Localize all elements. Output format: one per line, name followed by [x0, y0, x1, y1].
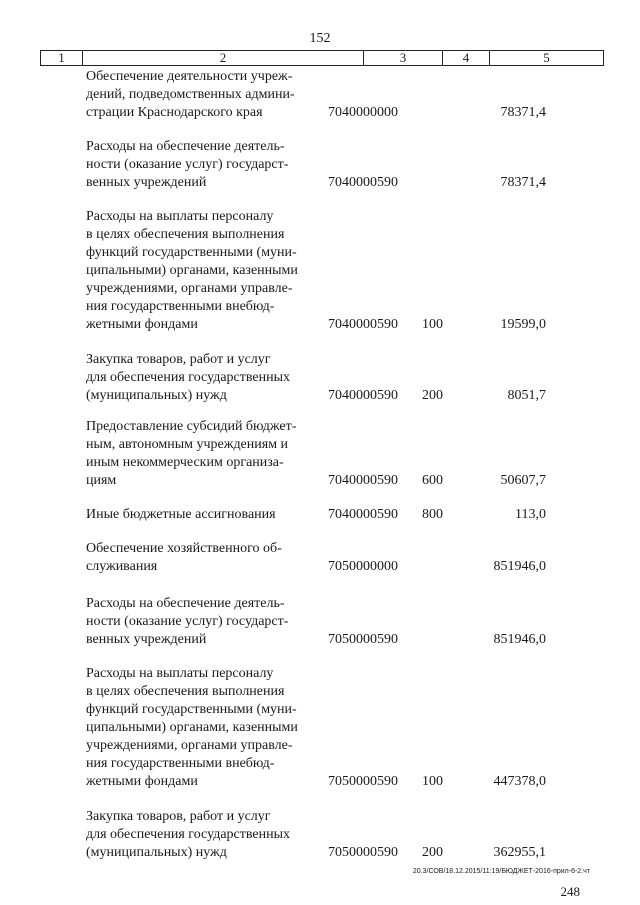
- description-line: Расходы на обеспечение деятель-: [86, 596, 285, 611]
- description-line: ности (оказание услуг) государст-: [86, 614, 289, 629]
- row-code: 7040000590: [328, 388, 398, 403]
- description-line: ния государственными внебюд-: [86, 756, 275, 771]
- description-line: функций государственными (муни-: [86, 702, 297, 717]
- row-sum: 362955,1: [493, 845, 546, 860]
- row-expense-kind: 100: [422, 317, 443, 332]
- description-line: страции Краснодарского края: [86, 105, 263, 120]
- row-description: [86, 138, 318, 192]
- row-sum: 50607,7: [500, 473, 546, 488]
- column-header-1: 1: [41, 51, 83, 66]
- description-line: иным некоммерческим организа-: [86, 455, 284, 470]
- row-description: [86, 540, 318, 576]
- row-code: 7040000590: [328, 473, 398, 488]
- row-description: [86, 351, 318, 405]
- column-header-5: 5: [490, 51, 604, 66]
- page-number: 152: [309, 31, 331, 46]
- column-header-3: 3: [364, 51, 443, 66]
- description-line: Закупка товаров, работ и услуг: [86, 809, 271, 824]
- row-code: 7040000590: [328, 317, 398, 332]
- column-header-4: 4: [443, 51, 490, 66]
- row-code: 7050000590: [328, 845, 398, 860]
- description-line: функций государственными (муни-: [86, 245, 297, 260]
- description-line: ности (оказание услуг) государст-: [86, 157, 289, 172]
- row-expense-kind: 200: [422, 388, 443, 403]
- description-line: Обеспечение хозяйственного об-: [86, 541, 282, 556]
- bottom-page-number: 248: [560, 884, 580, 899]
- row-sum: 78371,4: [500, 105, 546, 120]
- row-description: [86, 595, 318, 649]
- row-sum: 19599,0: [500, 317, 546, 332]
- description-line: венных учреждений: [86, 175, 207, 190]
- row-code: 7040000000: [328, 105, 398, 120]
- description-line: учреждениями, органами управле-: [86, 738, 293, 753]
- description-line: ным, автономным учреждениям и: [86, 437, 289, 452]
- row-code: 7040000590: [328, 175, 398, 190]
- description-line: учреждениями, органами управле-: [86, 281, 293, 296]
- description-line: (муниципальных) нужд: [86, 845, 227, 860]
- row-sum: 8051,7: [507, 388, 546, 403]
- row-expense-kind: 100: [422, 774, 443, 789]
- description-line: Обеспечение деятельности учреж-: [86, 69, 293, 84]
- row-description: [86, 808, 318, 862]
- description-line: Расходы на выплаты персоналу: [86, 209, 274, 224]
- row-expense-kind: 800: [422, 507, 443, 522]
- row-expense-kind: 600: [422, 473, 443, 488]
- description-line: ципальными) органами, казенными: [86, 720, 298, 735]
- description-line: жетными фондами: [86, 317, 198, 332]
- row-code: 7050000590: [328, 774, 398, 789]
- row-description: [86, 68, 318, 122]
- description-line: Иные бюджетные ассигнования: [86, 507, 276, 522]
- description-line: ния государственными внебюд-: [86, 299, 275, 314]
- description-line: в целях обеспечения выполнения: [86, 227, 285, 242]
- row-code: 7040000590: [328, 507, 398, 522]
- row-sum: 447378,0: [493, 774, 546, 789]
- description-line: Закупка товаров, работ и услуг: [86, 352, 271, 367]
- description-line: в целях обеспечения выполнения: [86, 684, 285, 699]
- description-line: венных учреждений: [86, 632, 207, 647]
- row-description: [86, 506, 318, 524]
- description-line: Предоставление субсидий бюджет-: [86, 419, 297, 434]
- row-expense-kind: 200: [422, 845, 443, 860]
- row-description: [86, 208, 318, 334]
- row-sum: 851946,0: [493, 632, 546, 647]
- row-description: [86, 665, 318, 791]
- description-line: Расходы на выплаты персоналу: [86, 666, 274, 681]
- description-line: жетными фондами: [86, 774, 198, 789]
- description-line: для обеспечения государственных: [86, 827, 290, 842]
- description-line: для обеспечения государственных: [86, 370, 290, 385]
- row-sum: 78371,4: [500, 175, 546, 190]
- description-line: циям: [86, 473, 117, 488]
- document-footer-note: 20.3/СОВ/18.12.2015/11:19/БЮДЖЕТ-2016-прил-6-2.чт: [412, 868, 590, 875]
- description-line: дений, подведомственных админи-: [86, 87, 295, 102]
- description-line: ципальными) органами, казенными: [86, 263, 298, 278]
- description-line: служивания: [86, 559, 158, 574]
- row-sum: 851946,0: [493, 559, 546, 574]
- column-header-2: 2: [83, 51, 364, 66]
- row-description: [86, 418, 318, 490]
- row-code: 7050000590: [328, 632, 398, 647]
- description-line: Расходы на обеспечение деятель-: [86, 139, 285, 154]
- description-line: (муниципальных) нужд: [86, 388, 227, 403]
- column-header-table: [40, 50, 604, 66]
- row-sum: 113,0: [515, 507, 546, 522]
- row-code: 7050000000: [328, 559, 398, 574]
